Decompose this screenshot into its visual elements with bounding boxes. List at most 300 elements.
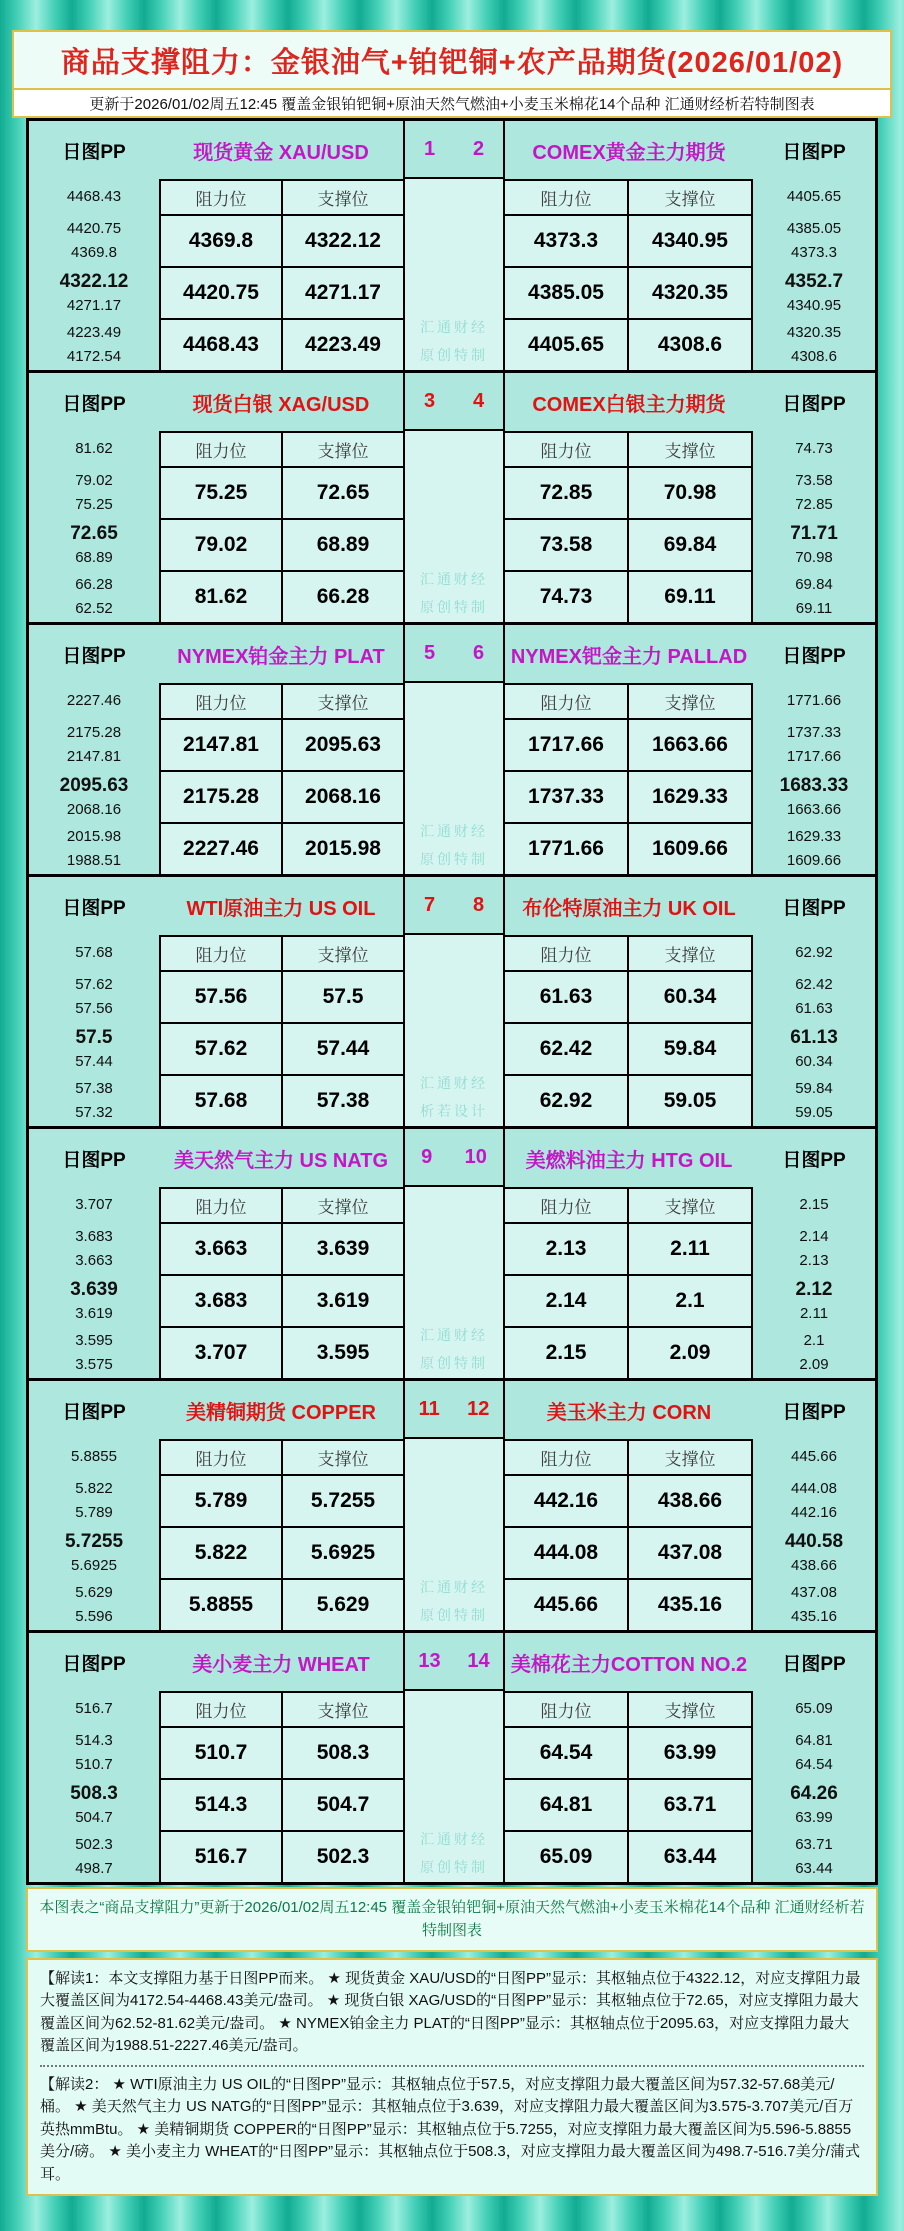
resistance-value: 72.85 [505, 466, 627, 518]
watermark-line-1: 汇通财经 [420, 1831, 488, 1847]
watermark-line-2: 原创特制 [420, 347, 488, 363]
support-value: 438.66 [627, 1474, 753, 1526]
watermark-line-1: 汇通财经 [420, 571, 488, 587]
resistance-value: 61.63 [505, 970, 627, 1022]
resistance-value: 62.92 [505, 1074, 627, 1126]
pp-pivot-value: 2.12 [795, 1278, 833, 1300]
resistance-value: 2.13 [505, 1222, 627, 1274]
support-value: 508.3 [281, 1726, 403, 1778]
pp-value: 4468.43 [66, 188, 122, 205]
pp-value: 3.683 [75, 1227, 113, 1245]
watermark-line-2: 原创特制 [420, 851, 488, 867]
pp-value: 435.16 [791, 1607, 837, 1625]
pp-slot [753, 770, 875, 822]
pair-index-right: 10 [464, 1145, 487, 1168]
resistance-header: 阻力位 [159, 935, 281, 970]
pp-slot [29, 1326, 159, 1378]
pp-slot [29, 1830, 159, 1882]
pair-index-right: 12 [467, 1397, 490, 1420]
pp-value: 64.81 [795, 1731, 833, 1749]
commodity-block [29, 1381, 875, 1633]
support-resistance-table [26, 118, 878, 1885]
pp-value: 3.663 [75, 1251, 113, 1269]
support-value: 504.7 [281, 1778, 403, 1830]
pp-value: 5.789 [75, 1503, 113, 1521]
pp-value: 4223.49 [66, 323, 122, 341]
support-value: 70.98 [627, 466, 753, 518]
pp-slot [753, 1074, 875, 1126]
support-value: 4223.49 [281, 318, 403, 370]
pair-index-right: 4 [472, 389, 485, 412]
pp-column-right [753, 121, 875, 370]
resistance-header: 阻力位 [505, 1691, 627, 1726]
pp-slot [29, 1691, 159, 1726]
pp-value: 74.73 [795, 440, 833, 457]
instrument-name-right: 美棉花主力COTTON NO.2 [510, 1653, 748, 1676]
pp-value: 5.6925 [71, 1556, 117, 1574]
title-box [12, 30, 892, 90]
pp-pivot-value: 4352.7 [784, 270, 844, 292]
resistance-value: 2175.28 [159, 770, 281, 822]
pp-slot [753, 1691, 875, 1726]
resistance-header: 阻力位 [159, 1439, 281, 1474]
pp-slot [753, 822, 875, 874]
resistance-value: 81.62 [159, 570, 281, 622]
instrument-name-left: WTI原油主力 US OIL [186, 897, 376, 920]
pp-value: 2.14 [799, 1227, 829, 1245]
pp-column-right [753, 625, 875, 874]
pp-slot [753, 1022, 875, 1074]
pp-value: 3.595 [75, 1331, 113, 1349]
instrument-name-left: 美小麦主力 WHEAT [192, 1653, 370, 1676]
pp-slot [29, 318, 159, 370]
pair-index-cell [403, 1633, 505, 1691]
resistance-value: 4369.8 [159, 214, 281, 266]
pp-header-label: 日图PP [62, 1653, 126, 1675]
resistance-header: 阻力位 [505, 1187, 627, 1222]
pp-slot [29, 518, 159, 570]
resistance-value: 514.3 [159, 1778, 281, 1830]
footer-disclaimer: 本图表之“商品支撑阻力”更新于2026/01/02周五12:45 覆盖金银铂钯铜+原油天然气燃油+小麦玉米棉花14个品种 汇通财经析若特制图表 [39, 1899, 865, 1940]
pp-slot [753, 179, 875, 214]
pp-value: 70.98 [795, 548, 833, 566]
pp-value: 65.09 [795, 1700, 833, 1717]
pair-index-left: 1 [423, 137, 436, 160]
pp-slot [753, 466, 875, 518]
pp-column-right [753, 877, 875, 1126]
pair-index-left: 5 [423, 641, 436, 664]
pair-index-left: 11 [418, 1397, 440, 1420]
pp-value: 62.92 [795, 944, 833, 961]
resistance-header: 阻力位 [505, 683, 627, 718]
resistance-value: 74.73 [505, 570, 627, 622]
pp-pivot-value: 440.58 [784, 1530, 844, 1552]
pair-index-left: 3 [423, 389, 436, 412]
pair-index-right: 2 [472, 137, 485, 160]
pp-pivot-value: 2095.63 [59, 774, 129, 796]
pp-value: 5.629 [75, 1583, 113, 1601]
support-value: 63.99 [627, 1726, 753, 1778]
resistance-value: 79.02 [159, 518, 281, 570]
pair-index-right: 14 [467, 1649, 490, 1672]
pp-value: 5.8855 [71, 1448, 117, 1465]
commodity-block [29, 121, 875, 373]
support-value: 63.44 [627, 1830, 753, 1882]
pp-value: 81.62 [75, 440, 113, 457]
pp-slot [29, 970, 159, 1022]
pp-header-label: 日图PP [62, 141, 126, 163]
pp-value: 64.54 [795, 1755, 833, 1773]
support-value: 2068.16 [281, 770, 403, 822]
pp-slot [29, 1274, 159, 1326]
support-header: 支撑位 [627, 1187, 753, 1222]
pp-value: 444.08 [791, 1479, 837, 1497]
pp-value: 66.28 [75, 575, 113, 593]
pp-value: 4369.8 [71, 243, 117, 261]
resistance-value: 4420.75 [159, 266, 281, 318]
pair-index-cell [403, 1129, 505, 1187]
pp-value: 59.05 [795, 1103, 833, 1121]
resistance-value: 444.08 [505, 1526, 627, 1578]
pp-value: 2068.16 [66, 800, 122, 818]
pp-slot [29, 570, 159, 622]
pp-value: 2.1 [803, 1331, 825, 1349]
pp-value: 59.84 [795, 1079, 833, 1097]
watermark-cell [403, 1187, 505, 1378]
interpretation-note-1: 【解读1：本文支撑阻力基于日图PP而来。 ★ 现货黄金 XAU/USD的“日图PP”显示：其枢轴点位于4322.12，对应支撑阻力最大覆盖区间为4172.54-4468.43美元/盎司。 ★ 现货白银 XAG/USD的“日图PP”显示：其枢轴点位于72.65，对应支撑阻力最大覆盖区间为62.52-81.62美元/盎司。 ★ NYMEX铂金主力 PLAT的“日图PP”显示：其枢轴点位于2095.63，对应支撑阻力最大覆盖区间为1988.51-2227.46美元/盎司。 [40, 1969, 861, 2054]
pp-slot [29, 935, 159, 970]
commodity-block [29, 625, 875, 877]
subtitle-box [12, 90, 892, 118]
resistance-value: 4373.3 [505, 214, 627, 266]
commodity-block [29, 1633, 875, 1882]
resistance-value: 510.7 [159, 1726, 281, 1778]
pp-value: 63.99 [795, 1808, 833, 1826]
resistance-value: 3.707 [159, 1326, 281, 1378]
pp-value: 57.38 [75, 1079, 113, 1097]
pp-value: 79.02 [75, 471, 113, 489]
pp-value: 62.52 [75, 599, 113, 617]
pp-value: 73.58 [795, 471, 833, 489]
watermark-cell [403, 1691, 505, 1882]
support-header: 支撑位 [281, 683, 403, 718]
pp-value: 2147.81 [66, 747, 122, 765]
resistance-value: 57.62 [159, 1022, 281, 1074]
pp-value: 57.44 [75, 1052, 113, 1070]
instrument-name-left: 美精铜期货 COPPER [185, 1401, 377, 1424]
resistance-value: 445.66 [505, 1578, 627, 1630]
support-value: 2.09 [627, 1326, 753, 1378]
resistance-value: 64.81 [505, 1778, 627, 1830]
support-value: 5.6925 [281, 1526, 403, 1578]
resistance-value: 5.822 [159, 1526, 281, 1578]
pp-slot [753, 266, 875, 318]
interpretation-note-2: 【解读2： ★ WTI原油主力 US OIL的“日图PP”显示：其枢轴点位于57.5，对应支撑阻力最大覆盖区间为57.32-57.68美元/桶。 ★ 美天然气主力 US NATG的“日图PP”显示：其枢轴点位于3.639，对应支撑阻力最大覆盖区间为3.575-3.707美元/百万英热mmBtu。 ★ 美精铜期货 COPPER的“日图PP”显示：其枢轴点位于5.7255，对应支撑阻力最大覆盖区间为5.596-5.8855美分/磅。 ★ 美小麦主力 WHEAT的“日图PP”显示：其枢轴点位于508.3，对应支撑阻力最大覆盖区间为498.7-516.7美分/蒲式耳。 [40, 2075, 860, 2183]
instrument-name-right: 美燃料油主力 HTG OIL [525, 1149, 733, 1172]
pp-value: 4405.65 [786, 188, 842, 205]
pp-slot [753, 1187, 875, 1222]
pp-header-label: 日图PP [782, 1401, 846, 1423]
support-value: 3.595 [281, 1326, 403, 1378]
instrument-name-right: 美玉米主力 CORN [546, 1401, 712, 1424]
support-value: 2.1 [627, 1274, 753, 1326]
pp-slot [753, 935, 875, 970]
pp-slot [29, 822, 159, 874]
pp-value: 57.56 [75, 999, 113, 1017]
pp-pivot-value: 64.26 [790, 1782, 838, 1804]
pp-slot [29, 1526, 159, 1578]
pp-value: 514.3 [75, 1731, 113, 1749]
support-value: 60.34 [627, 970, 753, 1022]
pp-value: 498.7 [75, 1859, 113, 1877]
resistance-header: 阻力位 [505, 431, 627, 466]
pp-value: 502.3 [75, 1835, 113, 1853]
instrument-name-right: COMEX白银主力期货 [532, 393, 726, 416]
support-value: 2.11 [627, 1222, 753, 1274]
pp-value: 5.822 [75, 1479, 113, 1497]
support-value: 435.16 [627, 1578, 753, 1630]
support-header: 支撑位 [281, 935, 403, 970]
resistance-header: 阻力位 [159, 1187, 281, 1222]
support-value: 68.89 [281, 518, 403, 570]
support-value: 69.84 [627, 518, 753, 570]
pp-value: 1663.66 [786, 800, 842, 818]
resistance-value: 2147.81 [159, 718, 281, 770]
pp-value: 1988.51 [66, 851, 122, 869]
pp-pivot-value: 57.5 [75, 1026, 113, 1048]
pp-value: 4373.3 [791, 243, 837, 261]
watermark-line-1: 汇通财经 [420, 1579, 488, 1595]
pp-value: 442.16 [791, 1503, 837, 1521]
pp-header-label: 日图PP [782, 1149, 846, 1171]
pp-value: 2227.46 [66, 692, 122, 709]
pp-column-left [29, 1633, 159, 1882]
resistance-header: 阻力位 [159, 431, 281, 466]
pp-column-left [29, 1129, 159, 1378]
pp-column-left [29, 877, 159, 1126]
support-header: 支撑位 [627, 683, 753, 718]
resistance-value: 3.663 [159, 1222, 281, 1274]
resistance-value: 2.14 [505, 1274, 627, 1326]
pp-column-right [753, 1129, 875, 1378]
pp-slot [29, 1022, 159, 1074]
pp-value: 61.63 [795, 999, 833, 1017]
pp-value: 504.7 [75, 1808, 113, 1826]
resistance-value: 57.68 [159, 1074, 281, 1126]
support-value: 57.44 [281, 1022, 403, 1074]
pp-slot [753, 1726, 875, 1778]
pp-slot [29, 266, 159, 318]
pp-slot [753, 1439, 875, 1474]
support-value: 69.11 [627, 570, 753, 622]
pp-slot [753, 683, 875, 718]
pp-column-right [753, 1633, 875, 1882]
pp-value: 1771.66 [786, 692, 842, 709]
pp-value: 60.34 [795, 1052, 833, 1070]
pp-value: 1717.66 [786, 747, 842, 765]
disclaimer-box [26, 1887, 878, 1952]
instrument-name-left: NYMEX铂金主力 PLAT [177, 645, 385, 668]
pp-slot [29, 1074, 159, 1126]
support-value: 5.629 [281, 1578, 403, 1630]
support-value: 1609.66 [627, 822, 753, 874]
pp-value: 57.68 [75, 944, 113, 961]
support-header: 支撑位 [281, 1439, 403, 1474]
pp-slot [29, 1778, 159, 1830]
pp-value: 437.08 [791, 1583, 837, 1601]
pp-slot [753, 214, 875, 266]
resistance-value: 64.54 [505, 1726, 627, 1778]
pp-value: 4385.05 [786, 219, 842, 237]
page-subtitle: 更新于2026/01/02周五12:45 覆盖金银铂钯铜+原油天然气燃油+小麦玉米棉花14个品种 汇通财经析若特制图表 [89, 95, 815, 113]
pp-value: 1737.33 [786, 723, 842, 741]
support-value: 72.65 [281, 466, 403, 518]
resistance-value: 4468.43 [159, 318, 281, 370]
pp-value: 3.707 [75, 1196, 113, 1213]
instrument-name-right: 布伦特原油主力 UK OIL [522, 897, 736, 920]
instrument-name-right: NYMEX钯金主力 PALLAD [510, 645, 748, 668]
pp-slot [29, 431, 159, 466]
watermark-line-1: 汇通财经 [420, 319, 488, 335]
pp-slot [29, 1578, 159, 1630]
pp-value: 2.09 [799, 1355, 829, 1373]
pp-pivot-value: 4322.12 [59, 270, 129, 292]
pp-pivot-value: 71.71 [790, 522, 838, 544]
pp-value: 1609.66 [786, 851, 842, 869]
resistance-value: 75.25 [159, 466, 281, 518]
support-value: 57.5 [281, 970, 403, 1022]
support-value: 2095.63 [281, 718, 403, 770]
pp-slot [29, 770, 159, 822]
resistance-header: 阻力位 [159, 1691, 281, 1726]
watermark-cell [403, 935, 505, 1126]
commodity-block [29, 373, 875, 625]
resistance-header: 阻力位 [159, 683, 281, 718]
pp-header-label: 日图PP [62, 1149, 126, 1171]
resistance-value: 4405.65 [505, 318, 627, 370]
resistance-value: 57.56 [159, 970, 281, 1022]
resistance-value: 4385.05 [505, 266, 627, 318]
support-value: 1629.33 [627, 770, 753, 822]
decor-bottom-strip [0, 2196, 904, 2231]
resistance-value: 516.7 [159, 1830, 281, 1882]
support-header: 支撑位 [627, 1439, 753, 1474]
decor-top-strip [0, 0, 904, 30]
support-header: 支撑位 [281, 1691, 403, 1726]
support-value: 3.639 [281, 1222, 403, 1274]
pp-header-label: 日图PP [782, 393, 846, 415]
pair-index-cell [403, 121, 505, 179]
pp-column-left [29, 625, 159, 874]
resistance-header: 阻力位 [505, 179, 627, 214]
resistance-value: 1737.33 [505, 770, 627, 822]
watermark-cell [403, 1439, 505, 1630]
pair-index-cell [403, 625, 505, 683]
pp-slot [29, 718, 159, 770]
pair-index-right: 6 [472, 641, 485, 664]
support-value: 3.619 [281, 1274, 403, 1326]
support-value: 57.38 [281, 1074, 403, 1126]
support-header: 支撑位 [281, 431, 403, 466]
support-header: 支撑位 [627, 431, 753, 466]
pp-value: 62.42 [795, 975, 833, 993]
pp-slot [29, 1474, 159, 1526]
instrument-name-left: 现货白银 XAG/USD [192, 393, 370, 416]
pair-index-left: 7 [423, 893, 436, 916]
pp-slot [29, 179, 159, 214]
support-header: 支撑位 [627, 935, 753, 970]
support-value: 2015.98 [281, 822, 403, 874]
pair-index-right: 8 [472, 893, 485, 916]
watermark-line-1: 汇通财经 [420, 823, 488, 839]
pp-header-label: 日图PP [62, 645, 126, 667]
pp-slot [753, 1830, 875, 1882]
pp-value: 2175.28 [66, 723, 122, 741]
watermark-line-2: 原创特制 [420, 1355, 488, 1371]
instrument-name-left: 美天然气主力 US NATG [173, 1149, 389, 1172]
pp-value: 75.25 [75, 495, 113, 513]
pp-slot [753, 318, 875, 370]
pp-slot [753, 518, 875, 570]
interpretation-notes-box [26, 1958, 878, 2197]
support-header: 支撑位 [281, 1187, 403, 1222]
pp-slot [29, 683, 159, 718]
pp-slot [753, 431, 875, 466]
pp-header-label: 日图PP [62, 1401, 126, 1423]
pp-pivot-value: 3.639 [70, 1278, 118, 1300]
support-value: 502.3 [281, 1830, 403, 1882]
resistance-value: 1771.66 [505, 822, 627, 874]
pp-slot [753, 1274, 875, 1326]
support-value: 59.84 [627, 1022, 753, 1074]
support-value: 4340.95 [627, 214, 753, 266]
instrument-name-left: 现货黄金 XAU/USD [193, 141, 369, 164]
pp-column-left [29, 121, 159, 370]
watermark-cell [403, 431, 505, 622]
pp-pivot-value: 1683.33 [779, 774, 849, 796]
instrument-name-right: COMEX黄金主力期货 [532, 141, 726, 164]
pp-value: 445.66 [791, 1448, 837, 1465]
watermark-line-1: 汇通财经 [420, 1327, 488, 1343]
pp-slot [29, 1222, 159, 1274]
pp-value: 2.15 [799, 1196, 829, 1213]
pp-slot [753, 970, 875, 1022]
dotted-divider [40, 2065, 864, 2067]
pair-index-left: 13 [418, 1649, 441, 1672]
pp-slot [753, 1778, 875, 1830]
resistance-value: 73.58 [505, 518, 627, 570]
pp-header-label: 日图PP [62, 897, 126, 919]
support-value: 437.08 [627, 1526, 753, 1578]
watermark-line-1: 汇通财经 [420, 1075, 488, 1091]
pp-slot [29, 214, 159, 266]
watermark-cell [403, 179, 505, 370]
pp-value: 63.44 [795, 1859, 833, 1877]
pp-value: 63.71 [795, 1835, 833, 1853]
pp-value: 4271.17 [66, 296, 122, 314]
pp-slot [753, 1326, 875, 1378]
pp-value: 5.596 [75, 1607, 113, 1625]
pp-value: 4320.35 [786, 323, 842, 341]
commodity-block [29, 877, 875, 1129]
resistance-value: 1717.66 [505, 718, 627, 770]
resistance-value: 65.09 [505, 1830, 627, 1882]
resistance-header: 阻力位 [159, 179, 281, 214]
pp-value: 4340.95 [786, 296, 842, 314]
pair-index-cell [403, 1381, 505, 1439]
support-value: 66.28 [281, 570, 403, 622]
support-header: 支撑位 [627, 179, 753, 214]
